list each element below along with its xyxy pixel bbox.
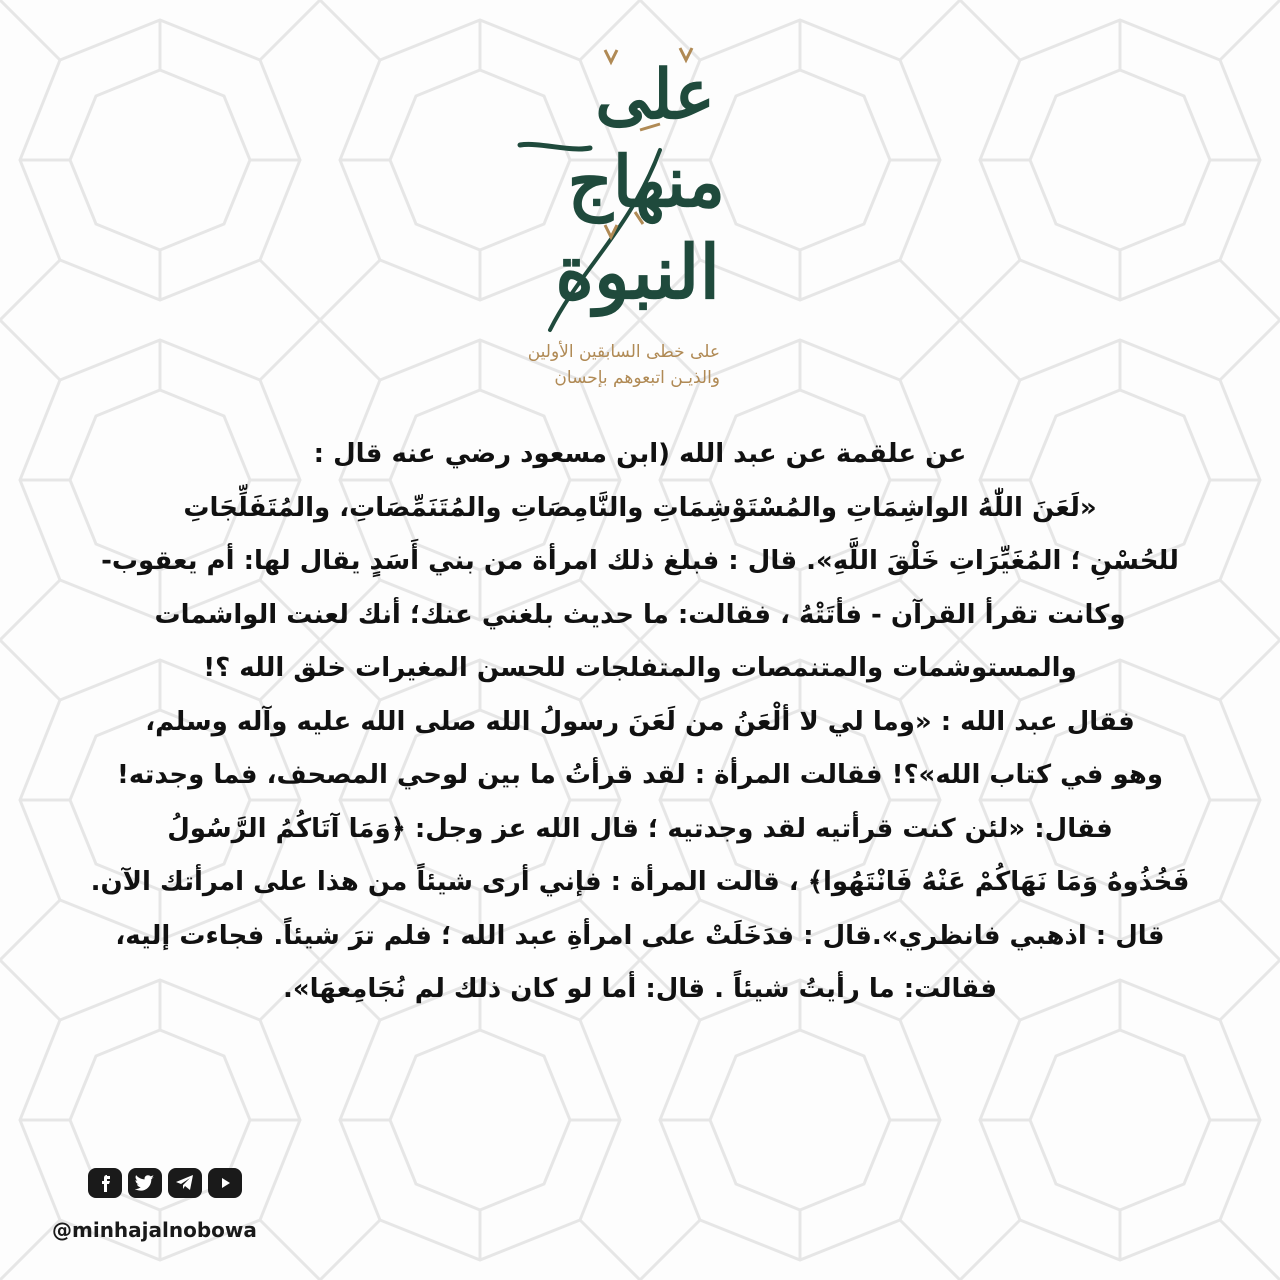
logo-word-minhaj: منهاج	[567, 140, 725, 223]
text-line: والمستوشمات والمتنمصات والمتفلجات للحسن المغيرات خلق الله ؟!	[203, 653, 1077, 683]
brand-logo	[480, 30, 750, 400]
youtube-icon[interactable]	[208, 1168, 242, 1198]
text-line: «لَعَنَ اللّٰهُ الواشِمَاتِ والمُسْتَوْشِمَاتِ والنَّامِصَاتِ والمُتَنَمِّصَاتِ، والمُتَفَلِّجَاتِ	[183, 492, 1097, 523]
text-line: فقال عبد الله : «وما لي لا ألْعَنُ من لَعَنَ رسولُ الله صلى الله عليه وآله وسلم،	[145, 706, 1135, 737]
telegram-icon[interactable]	[168, 1168, 202, 1198]
tagline-line-1: على خطى السابقين الأولين	[527, 342, 720, 362]
text-line: فقالت: ما رأيتُ شيئاً . قال: أما لو كان ذلك لم نُجَامِعهَا».	[283, 974, 997, 1004]
hadith-text	[60, 428, 1220, 1017]
text-line: فقال: «لئن كنت قرأتيه لقد وجدتيه ؛ قال الله عز وجل: ﴿وَمَا آتَاكُمُ الرَّسُولُ	[167, 813, 1113, 844]
text-line: عن علقمة عن عبد الله (ابن مسعود رضي عنه قال :	[313, 439, 967, 469]
social-links	[88, 1168, 242, 1198]
facebook-icon[interactable]	[88, 1168, 122, 1198]
logo-word-alnobowa: النبوة	[555, 230, 720, 316]
logo-word-ala: على	[595, 55, 715, 135]
text-line: فَخُذُوهُ وَمَا نَهَاكُمْ عَنْهُ فَانْتَهُوا﴾ ، قالت المرأة : فإني أرى شيئاً من هذا على امرأتك الآن.	[90, 867, 1190, 897]
tagline-line-2: والذيـن اتبعوهم بإحسان	[554, 368, 720, 388]
text-line: وكانت تقرأ القرآن - فأتَتْهُ ، فقالت: ما حديث بلغني عنك؛ أنك لعنت الواشمات	[154, 599, 1126, 630]
text-line: وهو في كتاب الله»؟! فقالت المرأة : لقد قرأتُ ما بين لوحي المصحف، فما وجدته!	[117, 760, 1163, 790]
twitter-icon[interactable]	[128, 1168, 162, 1198]
text-line: قال : اذهبي فانظري».قال : فدَخَلَتْ على امرأةِ عبد الله ؛ فلم ترَ شيئاً. فجاءت إليه،	[115, 920, 1165, 951]
account-handle[interactable]: @minhajalnobowa	[52, 1218, 257, 1242]
text-line: للحُسْنِ ؛ المُغَيِّرَاتِ خَلْقَ اللَّهِ». قال : فبلغ ذلك امرأة من بني أَسَدٍ يقال لها: أم يعقوب-	[101, 546, 1179, 576]
